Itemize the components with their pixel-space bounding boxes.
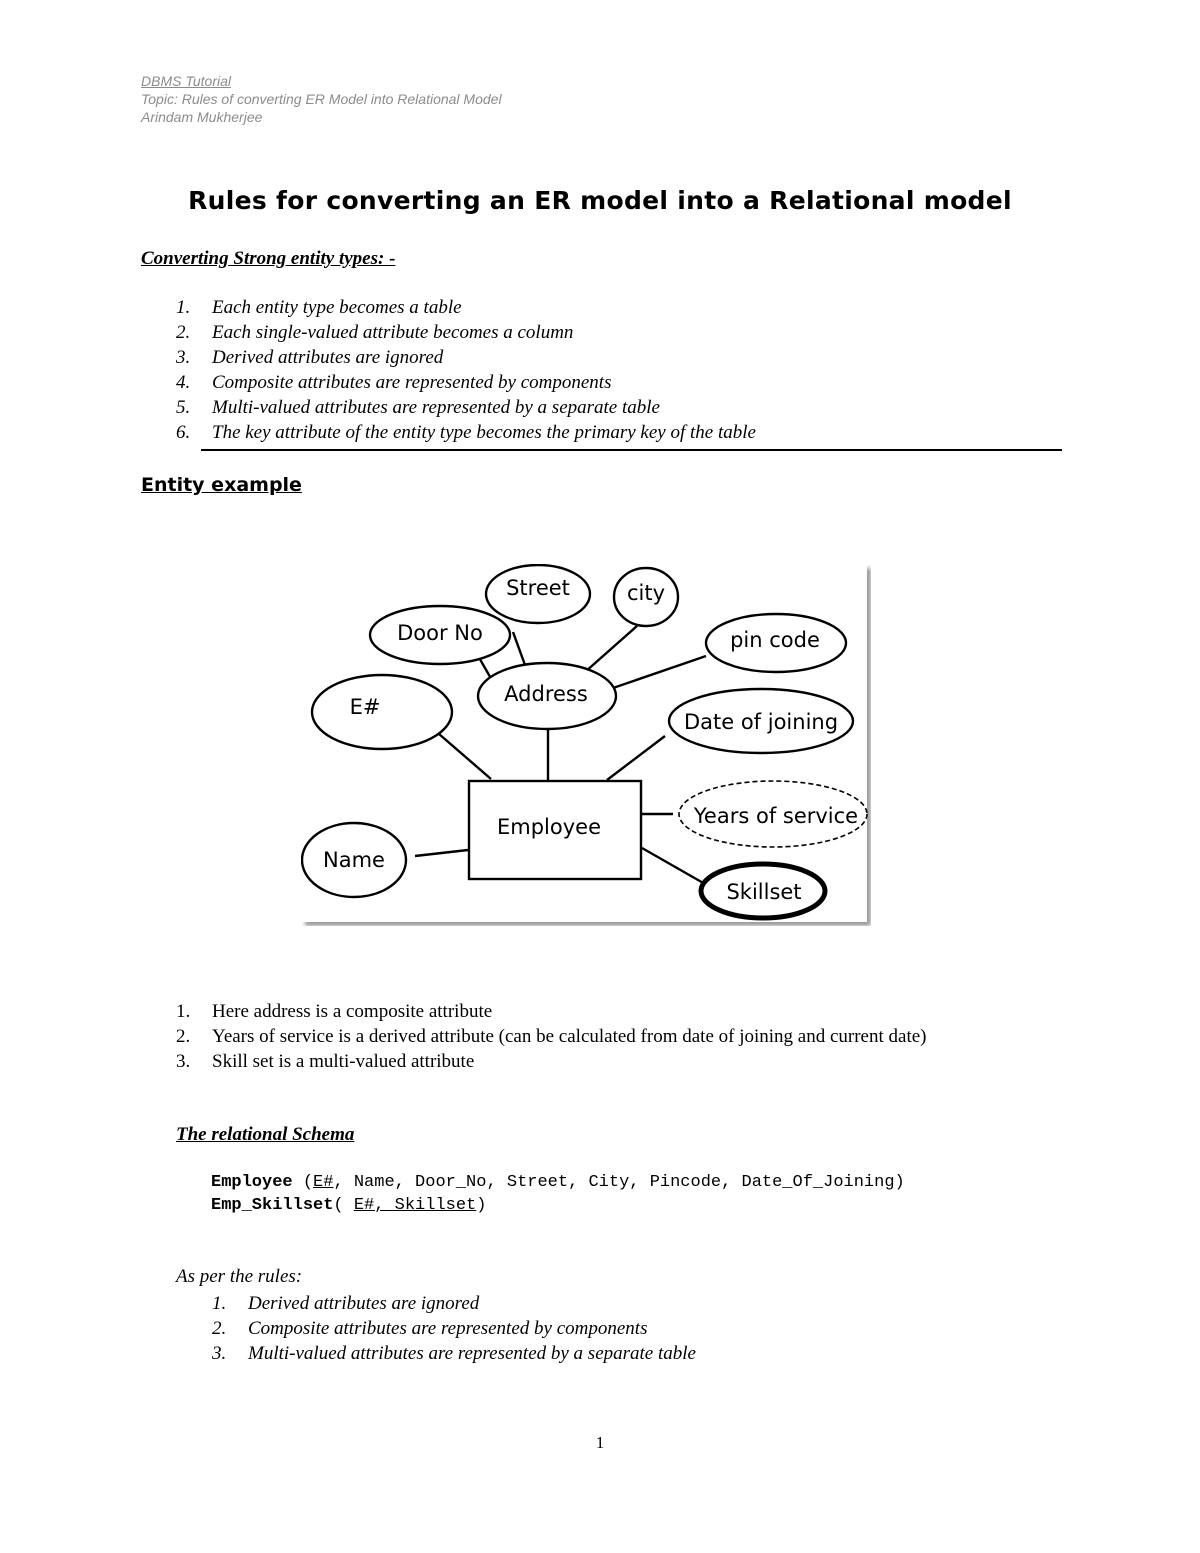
employee-primary-key: E# bbox=[313, 1173, 334, 1192]
list-number: 3. bbox=[176, 1051, 191, 1072]
as-per-rules-intro: As per the rules: bbox=[176, 1266, 303, 1287]
schema-paren: ( bbox=[333, 1196, 354, 1215]
list-number: 2. bbox=[212, 1318, 227, 1339]
list-number: 3. bbox=[212, 1343, 227, 1364]
street-label: Street bbox=[506, 576, 570, 600]
page-number: 1 bbox=[595, 1433, 605, 1452]
employee-label: Employee bbox=[496, 815, 602, 839]
name-label: Name bbox=[323, 848, 385, 872]
list-number: 1. bbox=[176, 297, 191, 318]
page-title: Rules for converting an ER model into a Relational model bbox=[188, 186, 1012, 215]
list-text: Derived attributes are ignored bbox=[248, 1293, 480, 1314]
employee-columns: , Name, Door_No, Street, City, Pincode, Date_Of_Joining) bbox=[333, 1173, 905, 1192]
list-number: 1. bbox=[176, 1001, 191, 1022]
emp-skillset-table-name: Emp_Skillset bbox=[211, 1196, 334, 1215]
header-author: Arindam Mukherjee bbox=[141, 109, 263, 125]
schema-paren: ) bbox=[476, 1196, 487, 1215]
er-diagram bbox=[301, 564, 871, 926]
employee-table-name: Employee bbox=[211, 1173, 293, 1192]
pincode-label: pin code bbox=[730, 628, 820, 652]
list-text: Multi-valued attributes are represented by a separate table bbox=[248, 1343, 696, 1364]
list-text: Each single-valued attribute becomes a column bbox=[212, 322, 574, 343]
city-label: city bbox=[626, 581, 666, 605]
list-number: 1. bbox=[212, 1293, 227, 1314]
list-text: Years of service is a derived attribute (can be calculated from date of joining and current date) bbox=[212, 1026, 927, 1047]
document-header bbox=[141, 72, 502, 126]
schema-paren: ( bbox=[292, 1173, 314, 1192]
address-label: Address bbox=[504, 682, 588, 706]
yos-label: Years of service bbox=[693, 804, 859, 828]
list-text: Skill set is a multi-valued attribute bbox=[212, 1051, 475, 1072]
list-number: 5. bbox=[176, 397, 191, 418]
list-number: 2. bbox=[176, 1026, 191, 1047]
list-number: 4. bbox=[176, 372, 191, 393]
skillset-label: Skillset bbox=[726, 880, 802, 904]
header-tutorial-link[interactable]: DBMS Tutorial bbox=[141, 73, 231, 89]
list-text: Composite attributes are represented by components bbox=[248, 1318, 648, 1339]
entity-example-heading: Entity example bbox=[141, 474, 302, 496]
emp-skillset-primary-key: E#, Skillset bbox=[353, 1196, 477, 1215]
doj-label: Date of joining bbox=[683, 710, 839, 734]
list-text: Here address is a composite attribute bbox=[212, 1001, 493, 1022]
enum-label: E# bbox=[349, 695, 381, 719]
list-text: Composite attributes are represented by components bbox=[212, 372, 612, 393]
er-diagram-canvas bbox=[301, 564, 871, 926]
relational-schema-heading: The relational Schema bbox=[176, 1124, 355, 1145]
section-divider bbox=[201, 449, 1062, 451]
list-text: Derived attributes are ignored bbox=[212, 347, 444, 368]
emp-skillset-schema-line bbox=[211, 1195, 486, 1217]
list-number: 2. bbox=[176, 322, 191, 343]
list-text: Each entity type becomes a table bbox=[212, 297, 462, 318]
enum-ellipse bbox=[312, 675, 452, 749]
list-text: The key attribute of the entity type becomes the primary key of the table bbox=[212, 422, 756, 443]
employee-schema-line bbox=[211, 1172, 905, 1194]
strong-entity-heading: Converting Strong entity types: - bbox=[141, 248, 396, 269]
list-number: 3. bbox=[176, 347, 191, 368]
list-number: 6. bbox=[176, 422, 191, 443]
header-topic: Topic: Rules of converting ER Model into Relational Model bbox=[141, 91, 502, 107]
doorno-label: Door No bbox=[397, 621, 483, 645]
list-text: Multi-valued attributes are represented by a separate table bbox=[212, 397, 660, 418]
